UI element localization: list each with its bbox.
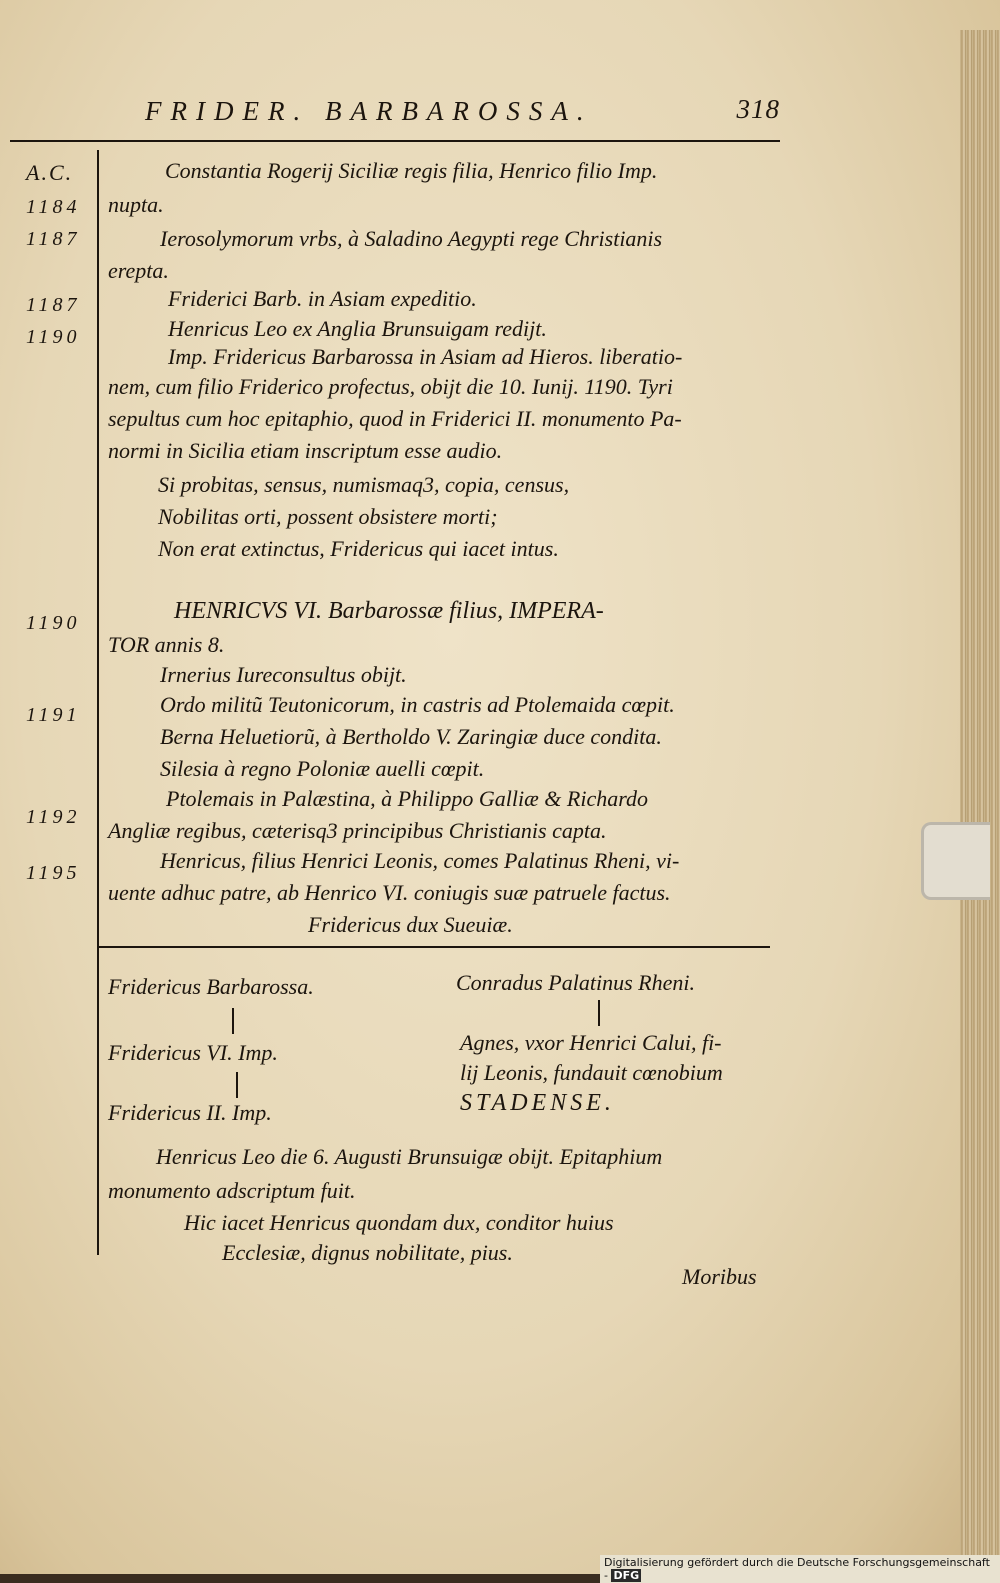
margin-rule: [97, 150, 99, 1255]
year-entry: 1190: [26, 612, 81, 634]
bookmark-clip: [921, 822, 990, 900]
text-line: Fridericus dux Sueuiæ.: [308, 912, 513, 937]
epitaph-verse: Ecclesiæ, dignus nobilitate, pius.: [222, 1240, 513, 1265]
genealogy-right-name: Agnes, vxor Henrici Calui, fi-: [460, 1030, 722, 1055]
year-entry: 1187: [26, 294, 81, 316]
text-line: TOR annis 8.: [108, 632, 225, 657]
text-line: Henricus Leo die 6. Augusti Brunsuigæ obijt. Epitaphium: [156, 1144, 663, 1169]
year-entry: 1191: [26, 704, 81, 726]
text-line: nupta.: [108, 192, 164, 217]
genealogy-right-name: STADENSE.: [460, 1090, 615, 1116]
catchword: Moribus: [682, 1264, 757, 1289]
text-line: Henricus, filius Henrici Leonis, comes Palatinus Rheni, vi-: [160, 848, 680, 873]
text-line: normi in Sicilia etiam inscriptum esse audio.: [108, 438, 503, 463]
digitization-credit: [600, 1555, 1000, 1583]
text-line: Irnerius Iureconsultus obijt.: [160, 662, 407, 687]
epitaph-verse: Non erat extinctus, Fridericus qui iacet intus.: [158, 536, 559, 561]
credit-text: Digitalisierung gefördert durch die Deutsche Forschungsgemeinschaft -: [604, 1556, 990, 1582]
text-line: Silesia à regno Poloniæ auelli cœpit.: [160, 756, 485, 781]
genealogy-connector: [236, 1072, 238, 1098]
text-line: Ierosolymorum vrbs, à Saladino Aegypti rege Christianis: [160, 226, 663, 251]
genealogy-left-name: Fridericus II. Imp.: [108, 1100, 272, 1125]
running-header: [100, 92, 780, 134]
text-line: nem, cum filio Friderico profectus, obijt die 10. Iunij. 1190. Tyri: [108, 374, 673, 399]
year-entry: 1192: [26, 806, 81, 828]
year-entry: 1195: [26, 862, 81, 884]
genealogy-right-name: lij Leonis, fundauit cœnobium: [460, 1060, 723, 1085]
page-number: 318: [736, 94, 780, 124]
text-line: uente adhuc patre, ab Henrico VI. coniugis suæ patruele factus.: [108, 880, 671, 905]
epitaph-verse: Nobilitas orti, possent obsistere morti;: [158, 504, 498, 529]
margin-label: A.C.: [26, 160, 74, 185]
text-line: Henricus Leo ex Anglia Brunsuigam redijt.: [168, 316, 547, 341]
text-line: monumento adscriptum fuit.: [108, 1178, 356, 1203]
text-line: Ptolemais in Palæstina, à Philippo Galliæ & Richardo: [166, 786, 648, 811]
header-rule: [10, 140, 780, 142]
genealogy-connector: [232, 1008, 234, 1034]
text-line: Ordo militũ Teutonicorum, in castris ad Ptolemaida cœpit.: [160, 692, 675, 717]
dfg-logo: DFG: [613, 1569, 640, 1582]
genealogy-left-name: Fridericus VI. Imp.: [108, 1040, 278, 1065]
epitaph-verse: Hic iacet Henricus quondam dux, conditor huius: [184, 1210, 614, 1235]
text-line: Friderici Barb. in Asiam expeditio.: [168, 286, 477, 311]
year-entry: 1187: [26, 228, 81, 250]
text-line: sepultus cum hoc epitaphio, quod in Friderici II. monumento Pa-: [108, 406, 682, 431]
year-entry: 1184: [26, 196, 81, 218]
table-brace-rule: [98, 946, 770, 948]
epitaph-verse: Si probitas, sensus, numismaq3, copia, census,: [158, 472, 570, 497]
text-line: Angliæ regibus, cæterisq3 principibus Christianis capta.: [108, 818, 607, 843]
text-line: erepta.: [108, 258, 169, 283]
year-entry: 1190: [26, 326, 81, 348]
section-heading: HENRICVS VI. Barbarossæ filius, IMPERA-: [174, 598, 604, 624]
page-edges: [960, 30, 1000, 1560]
genealogy-connector: [598, 1000, 600, 1026]
text-line: Imp. Fridericus Barbarossa in Asiam ad Hieros. liberatio-: [168, 344, 683, 369]
text-line: Constantia Rogerij Siciliæ regis filia, Henrico filio Imp.: [165, 158, 658, 183]
genealogy-left-name: Fridericus Barbarossa.: [108, 974, 314, 999]
header-title: FRIDER. BARBAROSSA.: [145, 96, 593, 126]
genealogy-right-name: Conradus Palatinus Rheni.: [456, 970, 695, 995]
text-line: Berna Heluetiorũ, à Bertholdo V. Zaringiæ duce condita.: [160, 724, 662, 749]
